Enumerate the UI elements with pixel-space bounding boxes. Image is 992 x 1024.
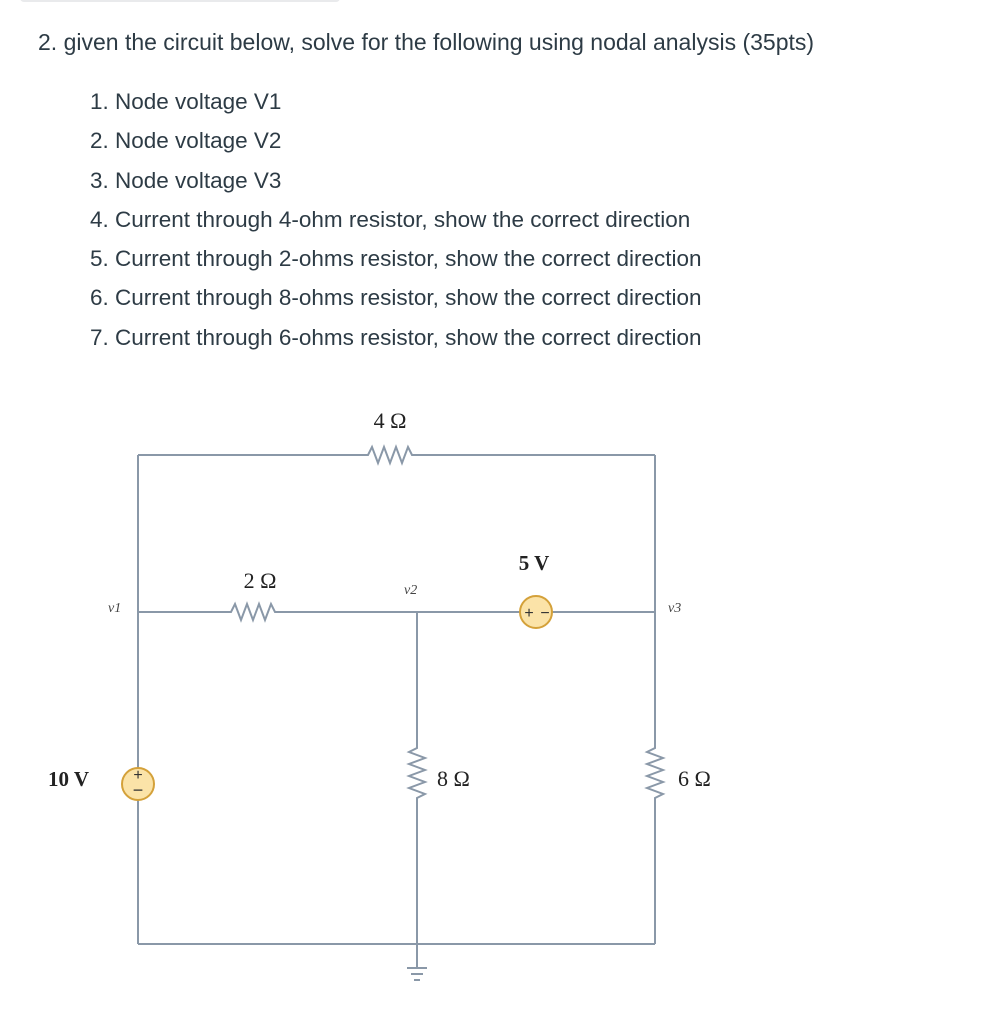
question-title: 2. given the circuit below, solve for the following using nodal analysis (35pts) bbox=[38, 29, 815, 55]
list-item: 7. Current through 6-ohms resistor, show the correct direction bbox=[90, 324, 702, 350]
list-item: 3. Node voltage V3 bbox=[90, 167, 282, 193]
list-item: 2. Node voltage V2 bbox=[90, 128, 282, 154]
voltage-source-5v bbox=[520, 596, 552, 628]
svg-text:+: + bbox=[524, 605, 534, 622]
list-item: 4. Current through 4-ohm resistor, show the correct direction bbox=[90, 206, 691, 232]
source-5v-label: 5 V bbox=[518, 551, 550, 575]
resistor-6-label: 6 Ω bbox=[678, 766, 711, 791]
list-item: 1. Node voltage V1 bbox=[90, 89, 282, 114]
resistor-4-label: 4 Ω bbox=[373, 408, 407, 433]
node-v1-label: v1 bbox=[108, 601, 122, 616]
list-item: 5. Current through 2-ohms resistor, show the correct direction bbox=[90, 246, 702, 272]
resistor-2-label: 2 Ω bbox=[243, 568, 277, 593]
ground-icon bbox=[407, 968, 427, 980]
voltage-source-10v bbox=[122, 767, 154, 800]
svg-text:−: − bbox=[132, 780, 144, 800]
list-item: 6. Current through 8-ohms resistor, show the correct direction bbox=[90, 285, 702, 311]
source-10v-label: 10 V bbox=[48, 767, 90, 791]
node-v3-label: v3 bbox=[668, 601, 682, 616]
svg-text:−: − bbox=[540, 605, 550, 622]
resistor-8-label: 8 Ω bbox=[437, 766, 470, 791]
svg-text:+: + bbox=[133, 767, 143, 784]
circuit-wires bbox=[138, 447, 663, 968]
node-v2-label: v2 bbox=[404, 583, 418, 598]
